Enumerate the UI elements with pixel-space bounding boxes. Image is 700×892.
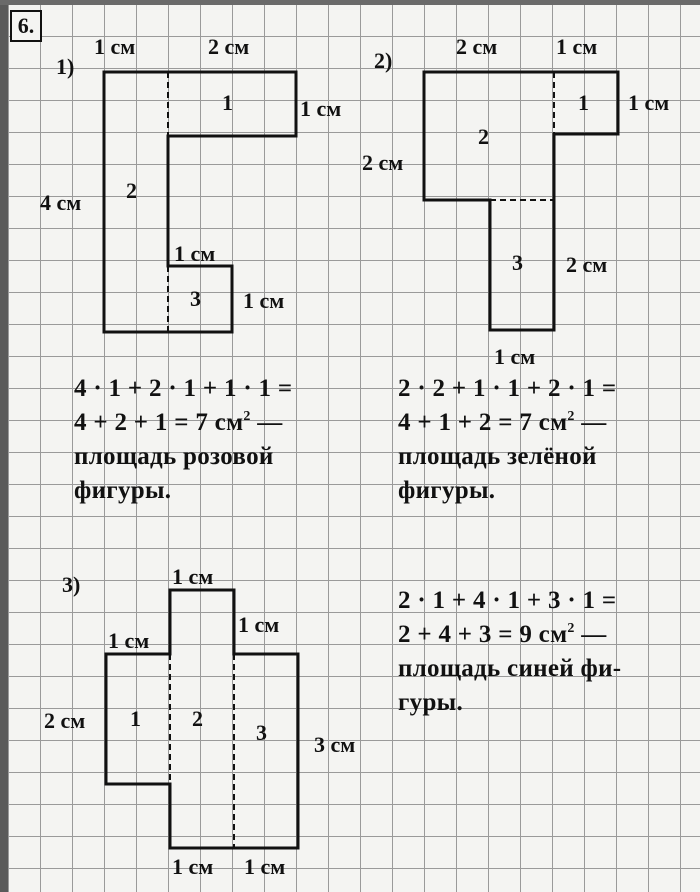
figure-3-left-label: 2 см (44, 708, 86, 733)
figure-2-marker: 2) (374, 48, 393, 73)
figure-1-right-top-label: 1 см (300, 96, 342, 121)
solution-2-line-2 (398, 410, 607, 435)
solution-3-exponent: 2 (567, 621, 575, 636)
solution-3-line-4: гуры. (398, 689, 464, 716)
solution-1-result: 4 + 2 + 1 = 7 см (74, 409, 244, 436)
solution-1-line-4: фигуры. (74, 477, 172, 504)
solution-3-line-3: площадь синей фи- (398, 655, 622, 682)
figure-2-top-right-label: 1 см (556, 34, 598, 59)
figure-1-part-1: 1 (222, 90, 233, 115)
solution-2-exponent: 2 (567, 409, 575, 424)
solution-2-line-3: площадь зелёной (398, 443, 597, 470)
figure-3-bottom-right-label: 1 см (244, 854, 286, 879)
figure-3-part-2: 2 (192, 706, 203, 731)
figure-3-marker: 3) (62, 572, 81, 597)
figure-1-part-3: 3 (190, 286, 201, 311)
figure-3-right-label: 3 см (314, 732, 356, 757)
solution-3-dash: — (574, 621, 607, 648)
solution-3-result: 2 + 4 + 3 = 9 см (398, 621, 568, 648)
solution-1-exponent: 2 (243, 409, 251, 424)
solution-3-line-1: 2 · 1 + 4 · 1 + 3 · 1 = (398, 587, 617, 614)
figure-1-top-left-label: 1 см (94, 34, 136, 59)
figure-1-part-2: 2 (126, 178, 137, 203)
figure-2-right-top-label: 1 см (628, 90, 670, 115)
solution-2-result: 4 + 1 + 2 = 7 см (398, 409, 568, 436)
figure-3-left-top-label: 1 см (108, 628, 150, 653)
figure-1-right-bottom-label: 1 см (243, 288, 285, 313)
figure-2-part-3: 3 (512, 250, 523, 275)
figure-3-top-label: 1 см (172, 564, 214, 589)
solution-2-line-1: 2 · 2 + 1 · 1 + 2 · 1 = (398, 375, 617, 402)
solution-2-dash: — (574, 409, 607, 436)
task-number: 6. (10, 10, 42, 42)
figure-1-left-label: 4 см (40, 190, 82, 215)
figure-2-right-lower-label: 2 см (566, 252, 608, 277)
figure-2-part-1: 1 (578, 90, 589, 115)
figure-1-top-right-label: 2 см (208, 34, 250, 59)
solution-1-line-2 (74, 410, 283, 435)
figure-2-top-left-label: 2 см (456, 34, 498, 59)
figure-2-bottom-label: 1 см (494, 344, 536, 369)
figure-3-part-3: 3 (256, 720, 267, 745)
figure-3-right-step-label: 1 см (238, 612, 280, 637)
figure-1-marker: 1) (56, 54, 75, 79)
solution-2-line-4: фигуры. (398, 477, 496, 504)
figure-2-left-label: 2 см (362, 150, 404, 175)
solution-1-line-3: площадь розовой (74, 443, 274, 470)
solution-3-line-2 (398, 622, 607, 647)
figure-2-part-2: 2 (478, 124, 489, 149)
solution-1-dash: — (250, 409, 283, 436)
figure-1-step-label: 1 см (174, 241, 216, 266)
figure-3-bottom-left-label: 1 см (172, 854, 214, 879)
figure-3-part-1: 1 (130, 706, 141, 731)
solution-1-line-1: 4 · 1 + 2 · 1 + 1 · 1 = (74, 375, 293, 402)
